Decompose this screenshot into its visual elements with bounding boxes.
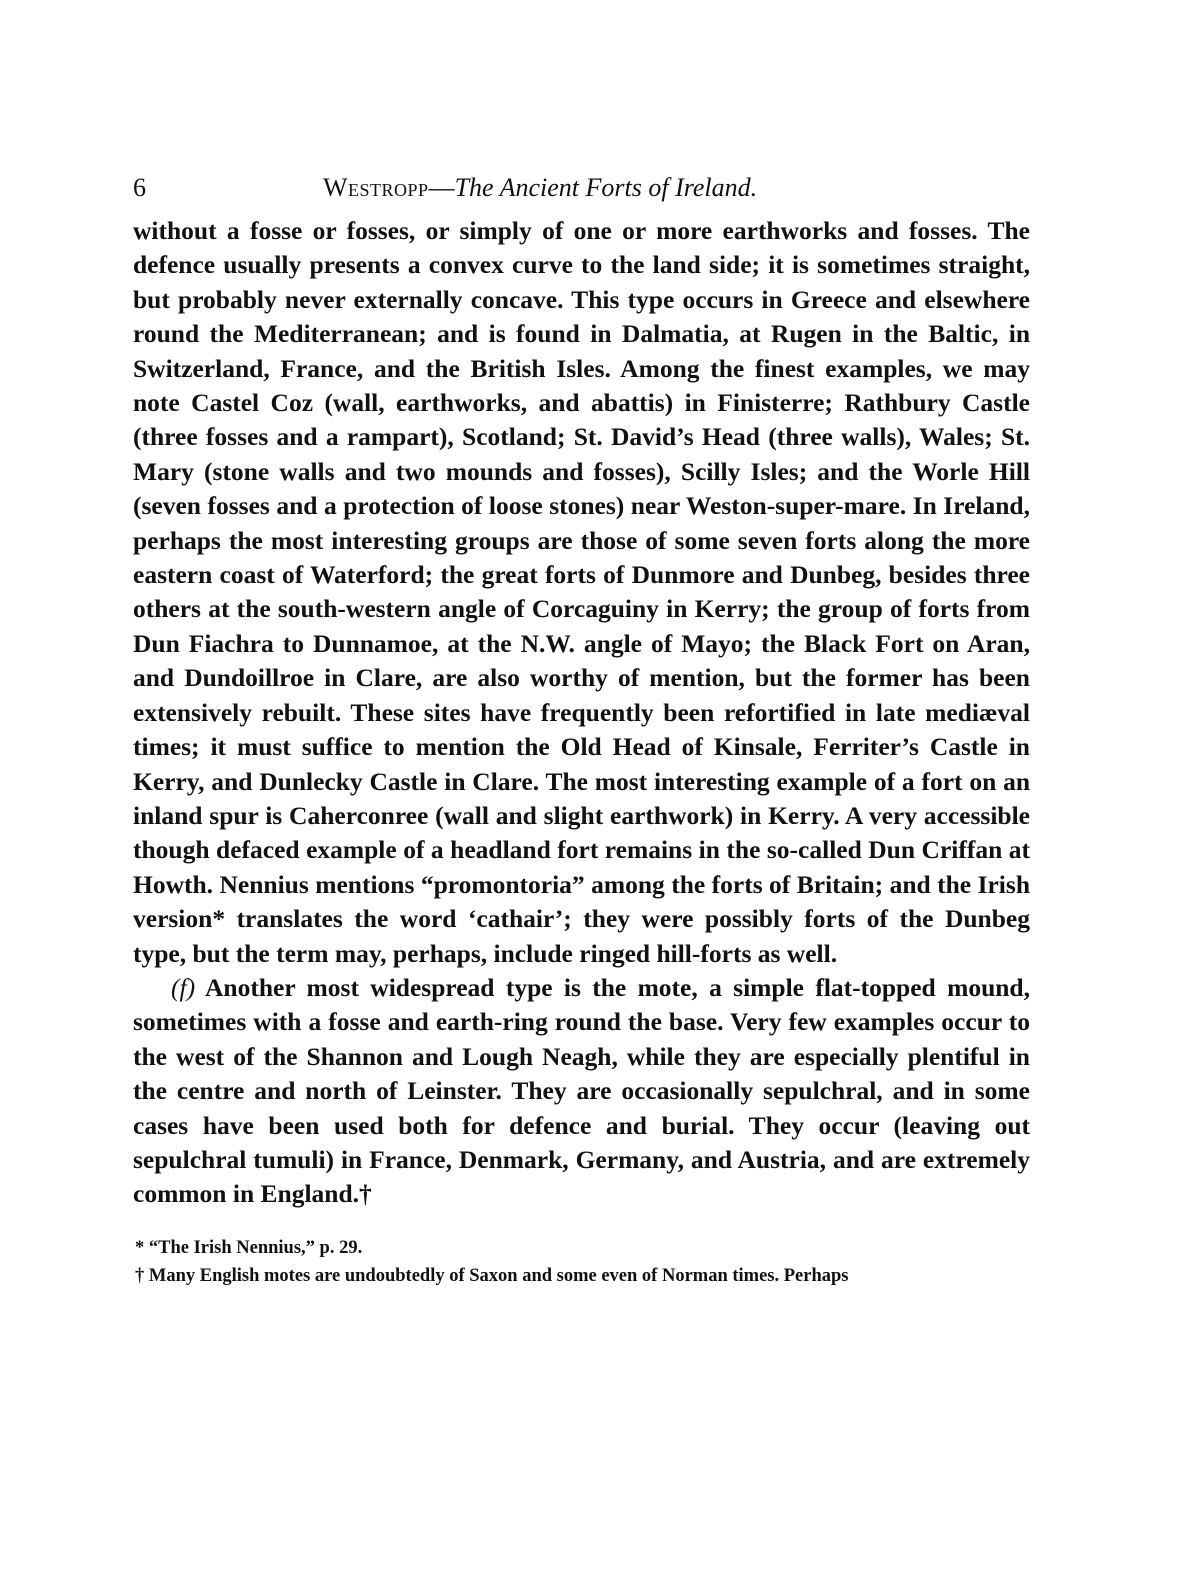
book-page: [133, 168, 1030, 1290]
running-head: [133, 168, 1030, 208]
work-title: The Ancient Forts of Ireland.: [454, 173, 758, 202]
title-separator: —: [428, 173, 455, 202]
section-marker: (f): [171, 972, 196, 1002]
page-number: 6: [133, 173, 146, 202]
footnote-1: * “The Irish Nennius,” p. 29.: [135, 1237, 363, 1258]
paragraph-f-text: Another most widespread type is the mote, a simple flat-topped mound, sometimes with a fosse and earth-ring round the base. Very few examples occur to the west of the Shannon and Lough Neagh, while they are especially plentiful in the centre and north of Leinster. They are occasionally sepulchral, and in some cases have been used both for defence and burial. They occur (leaving out sepulchral tumuli) in France, Denmark, Germany, and Austria, and are extremely common in England.†: [133, 972, 1030, 1209]
footnotes: [133, 1234, 1030, 1290]
paragraph-f: [133, 971, 1030, 1212]
footnote-2: † Many English motes are undoubtedly of Saxon and some even of Norman times. Perhaps: [135, 1265, 849, 1286]
body-text: [133, 214, 1030, 1212]
running-title: [323, 168, 757, 208]
author-name: Westropp: [323, 173, 429, 202]
paragraph-continued: without a fosse or fosses, or simply of one or more earthworks and fosses. The defence usually presents a convex curve to the land side; it is sometimes straight, but probably never externally concave. This type occurs in Greece and elsewhere round the Mediterranean; and is found in Dalmatia, at Rugen in the Baltic, in Switzerland, France, and the British Isles. Among the finest examples, we may note Castel Coz (wall, earthworks, and abattis) in Finisterre; Rathbury Castle (three fosses and a rampart), Scotland; St. David’s Head (three walls), Wales; St. Mary (stone walls and two mounds and fosses), Scilly Isles; and the Worle Hill (seven fosses and a protection of loose stones) near Weston-super-mare. In Ireland, perhaps the most interesting groups are those of some seven forts along the more eastern coast of Waterford; the great forts of Dunmore and Dunbeg, besides three others at the south-western angle of Corcaguiny in Kerry; the group of forts from Dun Fiachra to Dunnamoe, at the N.W. angle of Mayo; the Black Fort on Aran, and Dundoillroe in Clare, are also worthy of mention, but the former has been extensively rebuilt. These sites have frequently been refortified in late mediæval times; it must suffice to mention the Old Head of Kinsale, Ferriter’s Castle in Kerry, and Dunlecky Castle in Clare. The most interesting example of a fort on an inland spur is Caherconree (wall and slight earthwork) in Kerry. A very accessible though defaced example of a headland fort remains in the so-called Dun Criffan at Howth. Nennius mentions “promontoria” among the forts of Britain; and the Irish version* translates the word ‘cathair’; they were possibly forts of the Dunbeg type, but the term may, perhaps, include ringed hill-forts as well.: [133, 216, 1030, 968]
